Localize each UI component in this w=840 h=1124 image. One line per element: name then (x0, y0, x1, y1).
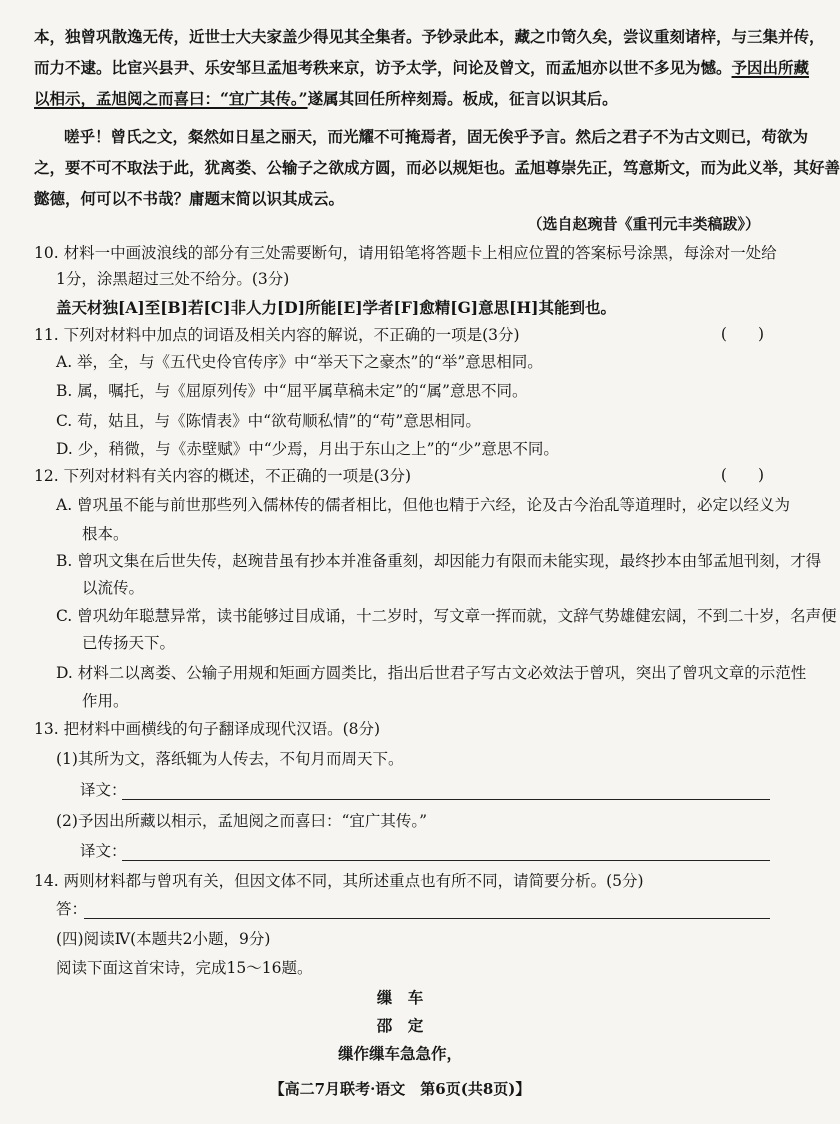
passage-line-2: 而力不逮。比宦兴县尹、乐安邹旦孟旭考秩来京，访予太学，问论及曾文，而孟旭亦以世不多见为憾。予因出所藏 (34, 58, 810, 77)
poem-line-1: 缫作缫车急急作， (337, 1044, 462, 1063)
q12-option-d-line-1: D. 材料二以离娄、公输子用规和矩画方圆类比，指出后世君子写古文必效法于曾巩，突出了曾巩文章的示范性 (56, 664, 807, 682)
passage-line-3: 以相示，孟旭阅之而喜曰：“宜广其传。”遂属其回任所梓刻焉。板成，征言以识其后。 (34, 89, 618, 108)
q13-sentence-1: (1)其所为文，落纸辄为人传去，不旬月而周天下。 (56, 750, 404, 768)
passage-p2-line-2: 之，要不可不取法于此，犹离娄、公输子之欲成方圆，而必以规矩也。孟旭尊崇先正，笃意斯文，而为此义举，其好善 (34, 158, 840, 177)
passage-p2-line-1: 嗟乎！曾氏之文，粲然如日星之丽天，而光耀不可掩焉者，固无俟乎予言。然后之君子不为古文则已，苟欲为 (64, 127, 809, 146)
q13-translation-1-line[interactable] (122, 799, 770, 800)
passage-p2-line-3: 懿德，何可以不书哉？庸题末简以识其成云。 (34, 189, 345, 208)
q12-option-c-line-1: C. 曾巩幼年聪慧异常，读书能够过目成诵，十二岁时，写文章一挥而就，文辞气势雄健宏阔，不到二十岁，名声便 (56, 607, 837, 625)
q14-stem: 14. 两则材料都与曾巩有关，但因文体不同，其所述重点也有所不同，请简要分析。(5分) (34, 872, 644, 890)
q13-sentence-2: (2)予因出所藏以相示，孟旭阅之而喜曰：“宜广其传。” (56, 812, 428, 830)
q12-stem: 12. 下列对材料有关内容的概述，不正确的一项是(3分) (34, 467, 412, 485)
q13-translation-2-line[interactable] (122, 860, 770, 861)
q11-option-b: B. 属，嘱托，与《屈原列传》中“屈平属草稿未定”的“属”意思不同。 (56, 382, 528, 400)
q13-translation-2-label: 译文： (80, 842, 127, 860)
q11-answer-paren[interactable]: ( ) (720, 325, 764, 343)
passage-source: （选自赵琬昔《重刊元丰类稿跋》） (527, 215, 760, 233)
underlined-sentence-part2: 以相示，孟旭阅之而喜曰：“宜广其传。” (34, 89, 308, 108)
q10-stem-line-2: 1分，涂黑超过三处不给分。(3分) (56, 270, 290, 288)
q13-stem: 13. 把材料中画横线的句子翻译成现代汉语。(8分) (34, 720, 381, 738)
q14-answer-line[interactable] (84, 918, 770, 919)
passage-line-1: 本，独曾巩散逸无传，近世士大夫家盖少得见其全集者。予钞录此本，藏之巾笥久矣，尝议重刻诸梓，与三集并传， (34, 27, 825, 46)
q12-option-b-line-1: B. 曾巩文集在后世失传，赵琬昔虽有抄本并准备重刻，却因能力有限而未能实现，最终抄本由邹孟旭刊刻，才得 (56, 552, 822, 570)
page-footer: 【高二7月联考·语文 第6页(共8页)】 (269, 1080, 531, 1098)
q10-stem-line-1: 10. 材料一中画波浪线的部分有三处需要断句，请用铅笔将答题卡上相应位置的答案标号涂黑，每涂对一处给 (34, 244, 777, 262)
q11-stem: 11. 下列对材料中加点的词语及相关内容的解说，不正确的一项是(3分) (34, 326, 520, 344)
q12-option-b-line-2: 以流传。 (82, 579, 145, 597)
q11-option-c: C. 苟，姑且，与《陈情表》中“欲苟顺私情”的“苟”意思相同。 (56, 412, 481, 430)
q10-text: 盖天材独[A]至[B]若[C]非人力[D]所能[E]学者[F]愈精[G]意思[H]其能到也。 (56, 298, 616, 317)
q12-answer-paren[interactable]: ( ) (720, 466, 764, 484)
section-4-title: (四)阅读Ⅳ(本题共2小题，9分) (56, 930, 271, 948)
q12-option-d-line-2: 作用。 (82, 692, 129, 710)
q12-option-a-line-2: 根本。 (82, 525, 129, 543)
underlined-sentence-part1: 予因出所藏 (731, 58, 810, 77)
q12-option-a-line-1: A. 曾巩虽不能与前世那些列入儒林传的儒者相比，但他也精于六经，论及古今治乱等道理时，必定以经义为 (56, 496, 791, 514)
poem-author: 邵 定 (376, 1016, 424, 1035)
q11-option-a: A. 举，全，与《五代史伶官传序》中“举天下之豪杰”的“举”意思相同。 (56, 353, 543, 371)
poem-title: 缫 车 (376, 988, 424, 1007)
q13-translation-1-label: 译文： (80, 781, 127, 799)
q14-answer-label: 答： (56, 900, 88, 918)
section-4-instruction: 阅读下面这首宋诗，完成15～16题。 (56, 959, 313, 977)
q12-option-c-line-2: 已传扬天下。 (82, 634, 176, 652)
q11-option-d: D. 少，稍微，与《赤壁赋》中“少焉，月出于东山之上”的“少”意思不同。 (56, 440, 559, 458)
